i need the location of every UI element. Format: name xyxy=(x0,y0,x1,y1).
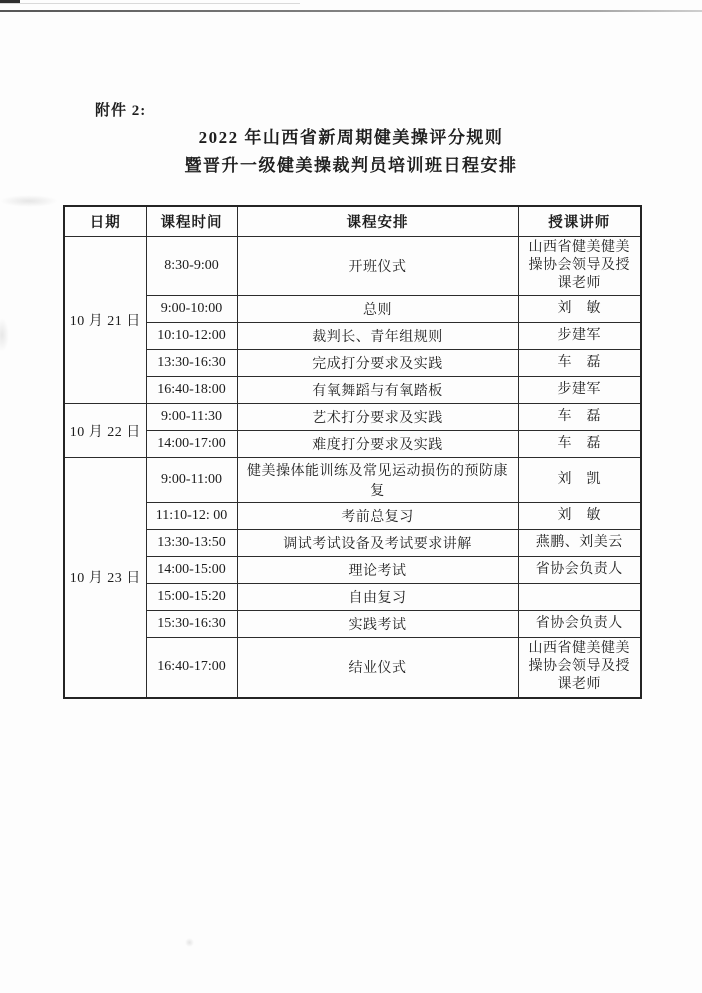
lecturer-cell: 刘 敏 xyxy=(518,503,641,530)
time-cell: 9:00-11:30 xyxy=(146,404,237,431)
lecturer-cell: 车 磊 xyxy=(518,431,641,458)
table-row xyxy=(64,350,641,377)
document-title-line2: 暨晋升一级健美操裁判员培训班日程安排 xyxy=(184,156,518,175)
time-cell: 13:30-13:50 xyxy=(146,530,237,557)
lecturer-cell: 车 磊 xyxy=(518,404,641,431)
table-row xyxy=(64,431,641,458)
table-row xyxy=(64,404,641,431)
lecturer-cell: 燕鹏、刘美云 xyxy=(518,530,641,557)
course-cell: 难度打分要求及实践 xyxy=(237,431,518,458)
time-cell: 13:30-16:30 xyxy=(146,350,237,377)
document-title-line1: 2022 年山西省新周期健美操评分规则 xyxy=(198,128,504,147)
course-cell: 开班仪式 xyxy=(237,236,518,296)
course-cell: 结业仪式 xyxy=(237,638,518,698)
course-cell: 有氧舞蹈与有氧踏板 xyxy=(237,377,518,404)
table-row xyxy=(64,638,641,698)
table-row xyxy=(64,323,641,350)
course-cell: 理论考试 xyxy=(237,557,518,584)
lecturer-cell: 省协会负责人 xyxy=(518,557,641,584)
scan-artifact-upper-line xyxy=(0,3,300,4)
table-row xyxy=(64,236,641,296)
table-row xyxy=(64,377,641,404)
course-cell: 健美操体能训练及常见运动损伤的预防康复 xyxy=(237,458,518,503)
lecturer-cell: 刘 凯 xyxy=(518,458,641,503)
lecturer-cell: 车 磊 xyxy=(518,350,641,377)
time-cell: 8:30-9:00 xyxy=(146,236,237,296)
time-cell: 9:00-10:00 xyxy=(146,296,237,323)
header-date: 日期 xyxy=(64,206,146,236)
course-cell: 艺术打分要求及实践 xyxy=(237,404,518,431)
time-cell: 15:00-15:20 xyxy=(146,584,237,611)
table-row xyxy=(64,611,641,638)
course-cell: 自由复习 xyxy=(237,584,518,611)
table-row xyxy=(64,530,641,557)
lecturer-cell: 步建军 xyxy=(518,377,641,404)
course-cell: 总则 xyxy=(237,296,518,323)
time-cell: 14:00-15:00 xyxy=(146,557,237,584)
header-course-time: 课程时间 xyxy=(146,206,237,236)
table-row xyxy=(64,458,641,503)
date-cell: 10 月 22 日 xyxy=(64,404,146,458)
table-header-row xyxy=(64,206,641,236)
scan-artifact-top-line xyxy=(0,10,702,12)
lecturer-cell: 刘 敏 xyxy=(518,296,641,323)
course-cell: 考前总复习 xyxy=(237,503,518,530)
time-cell: 14:00-17:00 xyxy=(146,431,237,458)
table-row xyxy=(64,584,641,611)
lecturer-cell xyxy=(518,584,641,611)
header-course-arrangement: 课程安排 xyxy=(237,206,518,236)
date-cell: 10 月 23 日 xyxy=(64,458,146,698)
scan-smudge xyxy=(185,938,194,947)
course-cell: 调试考试设备及考试要求讲解 xyxy=(237,530,518,557)
time-cell: 16:40-17:00 xyxy=(146,638,237,698)
attachment-label: 附件 2: xyxy=(95,103,147,119)
time-cell: 10:10-12:00 xyxy=(146,323,237,350)
table-row xyxy=(64,503,641,530)
date-cell: 10 月 21 日 xyxy=(64,236,146,404)
course-cell: 完成打分要求及实践 xyxy=(237,350,518,377)
lecturer-cell: 山西省健美健美操协会领导及授课老师 xyxy=(518,638,641,698)
time-cell: 16:40-18:00 xyxy=(146,377,237,404)
lecturer-cell: 山西省健美健美操协会领导及授课老师 xyxy=(518,236,641,296)
course-cell: 裁判长、青年组规则 xyxy=(237,323,518,350)
schedule-table xyxy=(63,205,642,699)
scan-smudge xyxy=(0,195,58,207)
course-cell: 实践考试 xyxy=(237,611,518,638)
time-cell: 9:00-11:00 xyxy=(146,458,237,503)
scan-smudge xyxy=(0,318,9,352)
time-cell: 11:10-12: 00 xyxy=(146,503,237,530)
lecturer-cell: 省协会负责人 xyxy=(518,611,641,638)
table-row xyxy=(64,296,641,323)
lecturer-cell: 步建军 xyxy=(518,323,641,350)
header-lecturer: 授课讲师 xyxy=(518,206,641,236)
table-row xyxy=(64,557,641,584)
time-cell: 15:30-16:30 xyxy=(146,611,237,638)
